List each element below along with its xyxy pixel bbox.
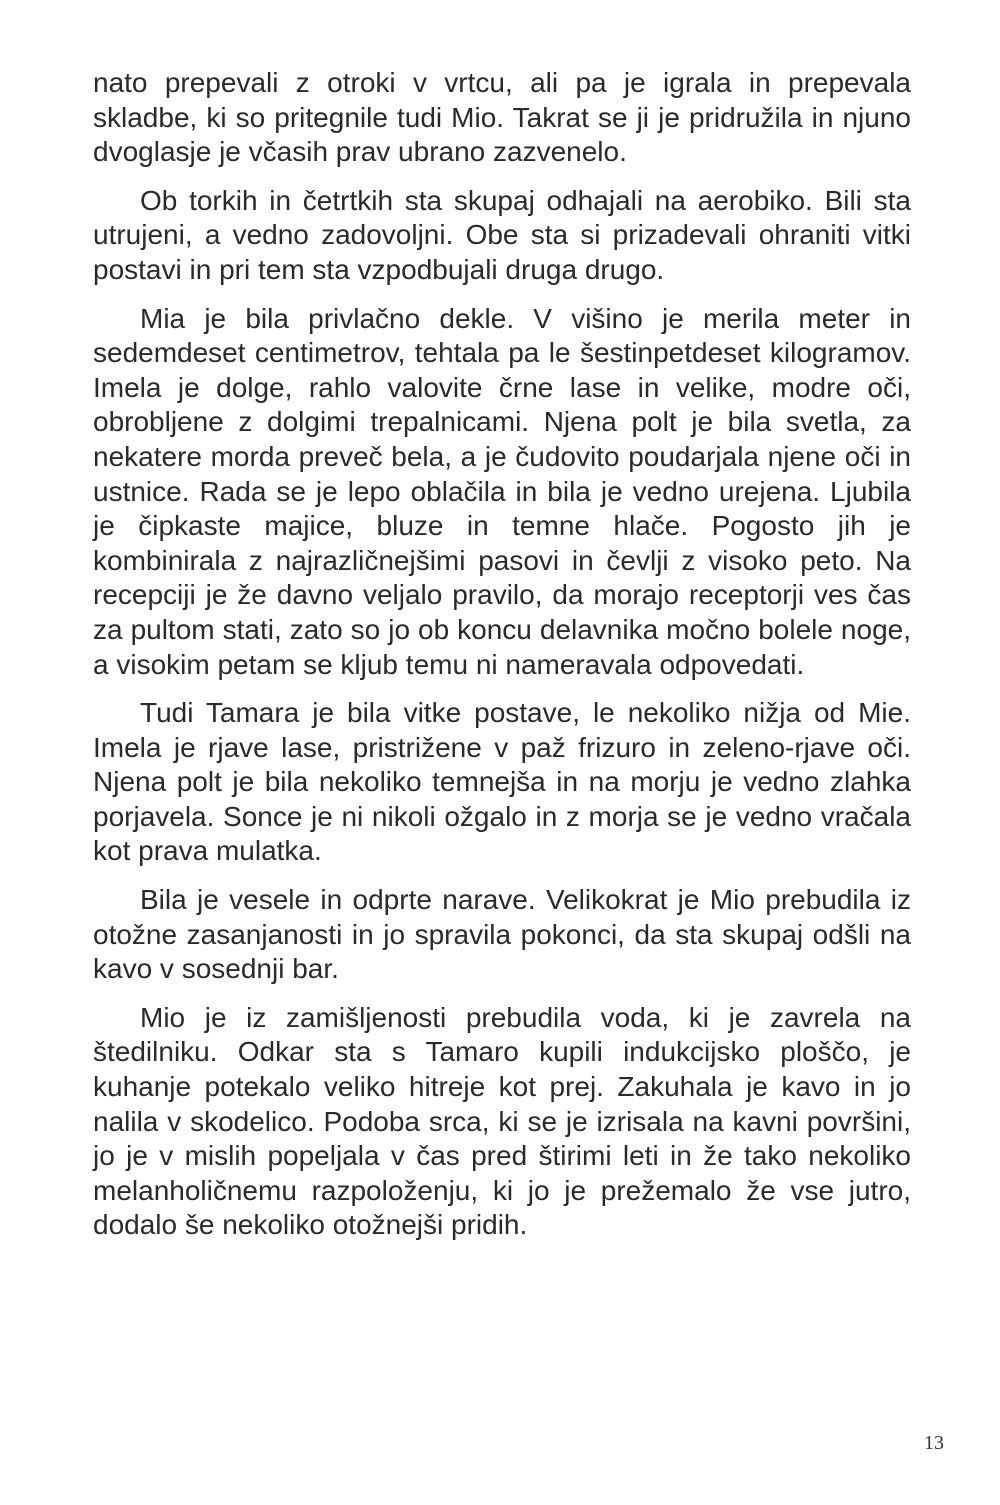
body-text: [93, 66, 911, 1257]
page-number: 13: [924, 1432, 944, 1454]
paragraph-tamara-description: Tudi Tamara je bila vitke postave, le nekoliko nižja od Mie. Imela je rjave lase, pristrižene v paž frizuro in zeleno-rjave oči. Njena polt je bila nekoliko temnejša in na morju je vedno zlahka porjavela. Sonce je ni nikoli ožgalo in z morja se je vedno vračala kot prava mulatka.: [93, 697, 911, 867]
paragraph-continued: nato prepevali z otroki v vrtcu, ali pa je igrala in prepevala skladbe, ki so pritegnile tudi Mio. Takrat se ji je pridružila in njuno dvoglasje je včasih prav ubrano zazvenelo.: [93, 67, 911, 168]
paragraph-coffee: Mio je iz zamišljenosti prebudila voda, ki je zavrela na štedilniku. Odkar sta s Tamaro kupili indukcijsko ploščo, je kuhanje potekalo veliko hitreje kot prej. Zakuhala je kavo in jo nalila v skodelico. Podoba srca, ki se je izrisala na kavni površini, jo je v mislih popeljala v čas pred štirimi leti in že tako nekoliko melanholičnemu razpoloženju, ki jo je prežemalo že vse jutro, dodalo še nekoliko otožnejši pridih.: [93, 1001, 911, 1241]
paragraph-tamara-nature: Bila je vesele in odprte narave. Velikokrat je Mio prebudila iz otožne zasanjanosti in jo spravila pokonci, da sta skupaj odšli na kavo v sosednji bar.: [93, 884, 911, 985]
paragraph-aerobics: Ob torkih in četrtkih sta skupaj odhajali na aerobiko. Bili sta utrujeni, a vedno zadovoljni. Obe sta si prizadevali ohraniti vitki postavi in pri tem sta vzpodbujali druga drugo.: [93, 184, 911, 285]
paragraph-mia-description: Mia je bila privlačno dekle. V višino je merila meter in sedemdeset centimetrov, tehtala pa le šestinpetdeset kilogramov. Imela je dolge, rahlo valovite črne lase in velike, modre oči, obrobljene z dolgimi trepalnicami. Njena polt je bila svetla, za nekatere morda preveč bela, a je čudovito poudarjala njene oči in ustnice. Rada se je lepo oblačila in bila je vedno urejena. Ljubila je čipkaste majice, bluze in temne hlače. Pogosto jih je kombinirala z najrazličnejšimi pasovi in čevlji z visoko peto. Na recepciji je že davno veljalo pravilo, da morajo receptorji ves čas za pultom stati, zato so jo ob koncu delavnika močno bolele noge, a visokim petam se kljub temu ni nameravala odpovedati.: [93, 302, 911, 680]
